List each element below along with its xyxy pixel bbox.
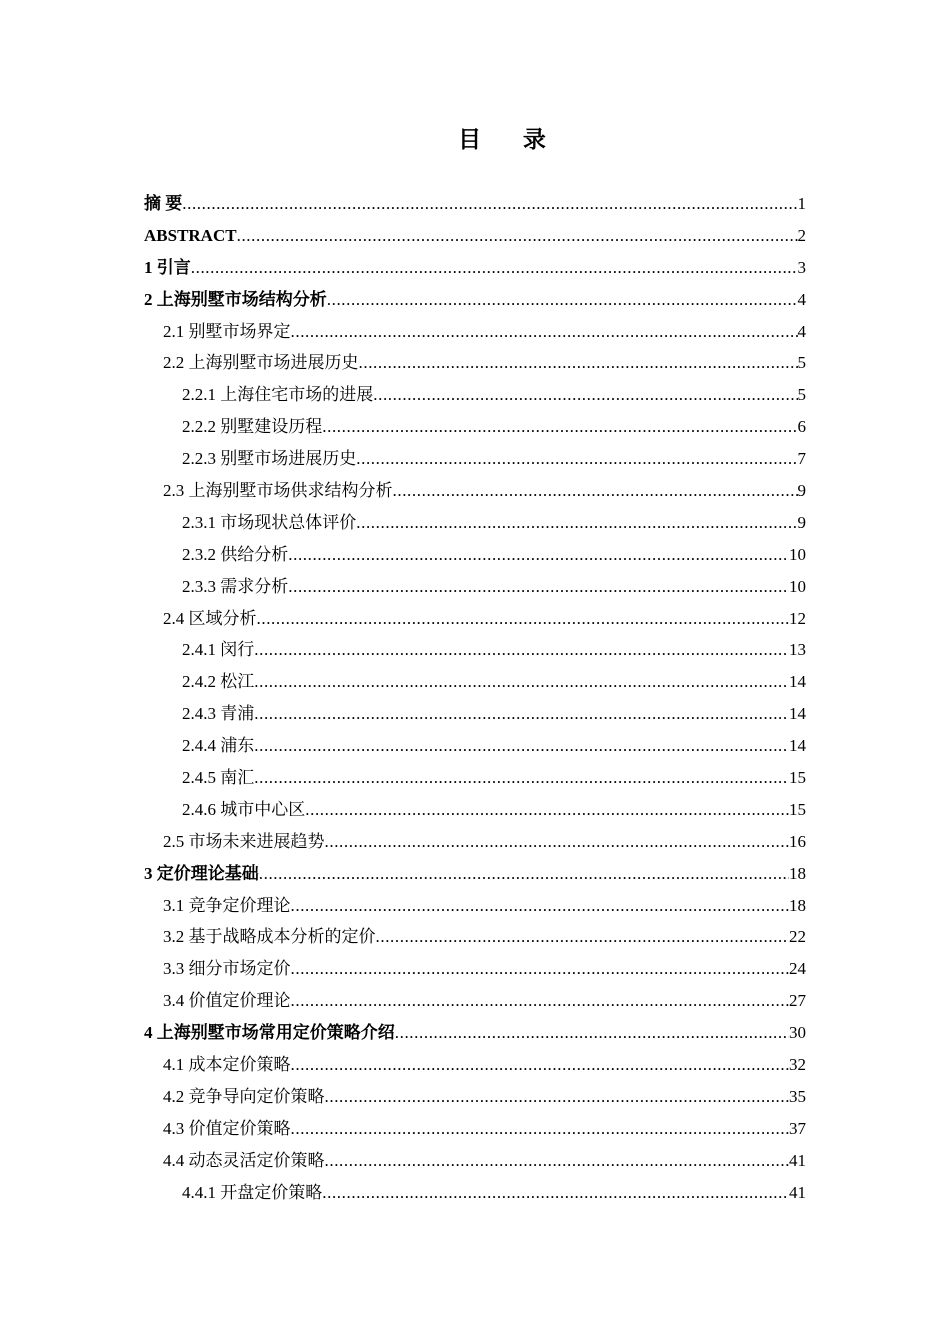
toc-dot-leader xyxy=(322,1183,789,1203)
toc-page-number: 6 xyxy=(797,417,806,437)
toc-page-number: 41 xyxy=(789,1182,806,1202)
toc-entry-title: 3.3 细分市场定价 xyxy=(163,959,291,979)
toc-dot-leader xyxy=(254,768,789,788)
toc-dot-leader xyxy=(305,800,789,820)
toc-dot-leader xyxy=(254,672,789,692)
toc-entry[interactable] xyxy=(144,985,806,1017)
toc-entry-title: 摘 要 xyxy=(144,193,183,213)
toc-page-number: 35 xyxy=(789,1086,806,1106)
toc-dot-leader xyxy=(182,194,797,214)
toc-entry[interactable] xyxy=(144,1049,806,1081)
toc-page-number: 41 xyxy=(789,1150,806,1170)
toc-page-number: 5 xyxy=(797,385,806,405)
toc-entry[interactable] xyxy=(144,284,806,316)
toc-page-number: 7 xyxy=(797,449,806,469)
toc-page-number: 22 xyxy=(789,927,806,947)
toc-dot-leader xyxy=(291,896,790,916)
toc-entry[interactable] xyxy=(144,220,806,252)
toc-entry-title: 4.3 价值定价策略 xyxy=(163,1118,291,1138)
toc-entry-title: 2.4.5 南汇 xyxy=(182,767,255,787)
toc-entry-title: 2.2.2 别墅建设历程 xyxy=(182,417,323,437)
toc-page-number: 18 xyxy=(789,895,806,915)
toc-dot-leader xyxy=(288,577,789,597)
toc-entry[interactable] xyxy=(144,1177,806,1209)
toc-dot-leader xyxy=(325,1151,790,1171)
toc-page-number: 37 xyxy=(789,1118,806,1138)
toc-entry-title: 4.2 竞争导向定价策略 xyxy=(163,1086,325,1106)
toc-entry[interactable] xyxy=(144,603,806,635)
toc-entry-title: 2.4 区域分析 xyxy=(163,608,257,628)
toc-page-number: 14 xyxy=(789,672,806,692)
toc-entry-title: 2.4.6 城市中心区 xyxy=(182,799,306,819)
toc-entry-title: 2.3.1 市场现状总体评价 xyxy=(182,512,357,532)
toc-dot-leader xyxy=(322,417,797,437)
toc-entry-title: 4.4.1 开盘定价策略 xyxy=(182,1182,323,1202)
toc-entry[interactable] xyxy=(144,921,806,953)
toc-entry-title: 2 上海别墅市场结构分析 xyxy=(144,289,327,309)
toc-page-number: 2 xyxy=(797,225,806,245)
toc-entry[interactable] xyxy=(144,1081,806,1113)
toc-entry[interactable] xyxy=(144,347,806,379)
toc-entry[interactable] xyxy=(144,252,806,284)
toc-entry[interactable] xyxy=(144,316,806,348)
toc-entry[interactable] xyxy=(144,443,806,475)
toc-page-number: 24 xyxy=(789,959,806,979)
toc-entry[interactable] xyxy=(144,1145,806,1177)
toc-entry-title: 2.2.1 上海住宅市场的进展 xyxy=(182,385,374,405)
toc-entry-title: 3.4 价值定价理论 xyxy=(163,991,291,1011)
toc-dot-leader xyxy=(376,927,790,947)
table-of-contents xyxy=(144,188,806,1209)
toc-page-number: 18 xyxy=(789,863,806,883)
toc-entry[interactable] xyxy=(144,539,806,571)
toc-entry-title: 2.3 上海别墅市场供求结构分析 xyxy=(163,480,393,500)
toc-entry-title: 2.1 别墅市场界定 xyxy=(163,321,291,341)
toc-entry-title: 4.4 动态灵活定价策略 xyxy=(163,1150,325,1170)
toc-entry-title: 2.4.2 松江 xyxy=(182,672,255,692)
toc-page-number: 16 xyxy=(789,831,806,851)
toc-dot-leader xyxy=(291,1055,790,1075)
toc-dot-leader xyxy=(393,481,798,501)
toc-dot-leader xyxy=(191,258,798,278)
toc-page-number: 9 xyxy=(797,512,806,532)
toc-dot-leader xyxy=(291,1119,790,1139)
toc-entry-title: 3.1 竞争定价理论 xyxy=(163,895,291,915)
toc-entry[interactable] xyxy=(144,698,806,730)
toc-entry-title: 3.2 基于战略成本分析的定价 xyxy=(163,927,376,947)
toc-dot-leader xyxy=(257,609,790,629)
toc-dot-leader xyxy=(356,449,797,469)
toc-dot-leader xyxy=(325,832,790,852)
toc-page-number: 15 xyxy=(789,767,806,787)
toc-dot-leader xyxy=(288,545,789,565)
toc-entry[interactable] xyxy=(144,730,806,762)
toc-page-number: 14 xyxy=(789,736,806,756)
toc-entry[interactable] xyxy=(144,411,806,443)
toc-page-number: 4 xyxy=(797,321,806,341)
toc-page-number: 4 xyxy=(797,289,806,309)
toc-dot-leader xyxy=(254,640,789,660)
toc-dot-leader xyxy=(291,959,790,979)
toc-entry-title: 2.3.2 供给分析 xyxy=(182,544,289,564)
toc-dot-leader xyxy=(237,226,798,246)
toc-entry-title: ABSTRACT xyxy=(144,225,237,245)
toc-entry-title: 1 引言 xyxy=(144,257,191,277)
toc-entry[interactable] xyxy=(144,188,806,220)
toc-entry[interactable] xyxy=(144,953,806,985)
toc-entry[interactable] xyxy=(144,634,806,666)
toc-entry-title: 2.4.4 浦东 xyxy=(182,736,255,756)
toc-entry[interactable] xyxy=(144,475,806,507)
toc-page-number: 32 xyxy=(789,1054,806,1074)
toc-page-number: 10 xyxy=(789,544,806,564)
toc-page-number: 10 xyxy=(789,576,806,596)
toc-dot-leader xyxy=(254,736,789,756)
toc-entry[interactable] xyxy=(144,762,806,794)
toc-entry[interactable] xyxy=(144,666,806,698)
toc-entry-title: 3 定价理论基础 xyxy=(144,863,259,883)
toc-dot-leader xyxy=(356,513,797,533)
toc-page-number: 13 xyxy=(789,640,806,660)
toc-dot-leader xyxy=(327,290,798,310)
toc-page-number: 14 xyxy=(789,704,806,724)
toc-dot-leader xyxy=(373,385,797,405)
toc-entry[interactable] xyxy=(144,1017,806,1049)
toc-entry-title: 2.5 市场未来进展趋势 xyxy=(163,831,325,851)
toc-dot-leader xyxy=(291,991,790,1011)
toc-dot-leader xyxy=(254,704,789,724)
toc-entry-title: 2.2 上海别墅市场进展历史 xyxy=(163,353,359,373)
toc-dot-leader xyxy=(359,353,798,373)
toc-entry[interactable] xyxy=(144,507,806,539)
toc-entry[interactable] xyxy=(144,794,806,826)
toc-page-number: 5 xyxy=(797,353,806,373)
toc-entry-title: 2.4.3 青浦 xyxy=(182,704,255,724)
toc-dot-leader xyxy=(291,322,798,342)
toc-entry-title: 4 上海别墅市场常用定价策略介绍 xyxy=(144,1023,395,1043)
toc-entry-title: 2.2.3 别墅市场进展历史 xyxy=(182,449,357,469)
toc-entry-title: 4.1 成本定价策略 xyxy=(163,1054,291,1074)
toc-entry-title: 2.3.3 需求分析 xyxy=(182,576,289,596)
toc-page-number: 12 xyxy=(789,608,806,628)
toc-entry[interactable] xyxy=(144,890,806,922)
toc-entry[interactable] xyxy=(144,571,806,603)
toc-page-number: 3 xyxy=(797,257,806,277)
toc-entry[interactable] xyxy=(144,379,806,411)
toc-page-number: 1 xyxy=(797,193,806,213)
toc-entry[interactable] xyxy=(144,1113,806,1145)
toc-dot-leader xyxy=(259,864,789,884)
toc-dot-leader xyxy=(325,1087,790,1107)
toc-page-number: 9 xyxy=(797,480,806,500)
toc-page-number: 30 xyxy=(789,1023,806,1043)
toc-entry-title: 2.4.1 闵行 xyxy=(182,640,255,660)
toc-page-number: 15 xyxy=(789,799,806,819)
toc-entry[interactable] xyxy=(144,858,806,890)
toc-entry[interactable] xyxy=(144,826,806,858)
toc-page-number: 27 xyxy=(789,991,806,1011)
page-title: 目 录 xyxy=(458,127,564,152)
toc-dot-leader xyxy=(395,1023,789,1043)
